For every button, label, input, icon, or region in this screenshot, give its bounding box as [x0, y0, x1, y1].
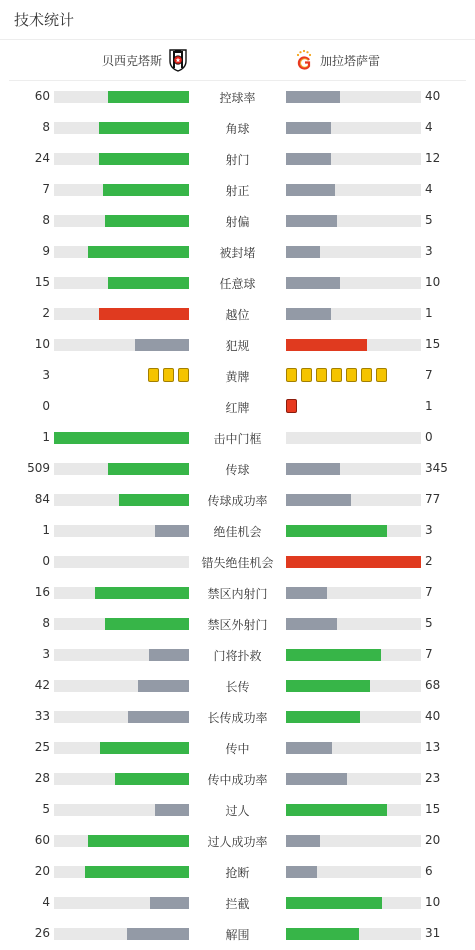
home-bar-fill	[99, 308, 189, 320]
home-bar-fill	[155, 804, 189, 816]
stat-label: 越位	[225, 308, 250, 322]
away-value: 40	[425, 89, 441, 103]
away-value: 0	[425, 430, 433, 444]
home-bar-track	[54, 122, 189, 134]
home-value: 28	[34, 771, 50, 785]
yellow-card-icon	[301, 368, 312, 382]
stat-row[interactable]	[0, 546, 475, 577]
away-value: 3	[425, 523, 433, 537]
stat-label: 传球	[225, 463, 250, 477]
home-value: 8	[42, 120, 50, 134]
home-bar-fill	[138, 680, 189, 692]
yellow-card-icon	[316, 368, 327, 382]
home-bar-track	[54, 556, 189, 568]
stat-row[interactable]	[0, 422, 475, 453]
away-bar-track	[286, 215, 421, 227]
stat-label: 任意球	[219, 277, 256, 291]
away-bar-track	[286, 804, 421, 816]
stat-label: 传中成功率	[207, 773, 268, 787]
stat-label: 传中	[225, 742, 250, 756]
home-bar-fill	[149, 649, 190, 661]
home-bar-track	[54, 587, 189, 599]
stat-label: 犯规	[225, 339, 250, 353]
stat-label: 绝佳机会	[213, 525, 262, 539]
home-bar-fill	[88, 246, 189, 258]
away-value: 7	[425, 368, 433, 382]
away-bar-track	[286, 835, 421, 847]
stat-label: 门将扑救	[213, 649, 262, 663]
away-bar-fill	[286, 184, 335, 196]
home-value: 2	[42, 306, 50, 320]
away-cards	[286, 368, 387, 382]
yellow-card-icon	[286, 368, 297, 382]
home-cards	[148, 368, 189, 382]
teams-header	[9, 40, 466, 81]
yellow-card-icon	[178, 368, 189, 382]
stat-row[interactable]	[0, 732, 475, 763]
home-bar-fill	[150, 897, 189, 909]
stat-label: 角球	[225, 122, 250, 136]
stat-label: 被封堵	[219, 246, 256, 260]
home-bar-track	[54, 928, 189, 940]
home-bar-fill	[88, 835, 189, 847]
stat-label: 黄牌	[225, 370, 250, 384]
home-value: 84	[34, 492, 50, 506]
home-team-name: 贝西克塔斯	[102, 53, 163, 68]
home-bar-track	[54, 432, 189, 444]
stat-row[interactable]	[0, 298, 475, 329]
away-bar-fill	[286, 680, 370, 692]
away-value: 7	[425, 647, 433, 661]
away-value: 6	[425, 864, 433, 878]
away-bar-fill	[286, 835, 320, 847]
home-bar-track	[54, 804, 189, 816]
home-bar-track	[54, 308, 189, 320]
stat-row[interactable]	[0, 825, 475, 856]
away-bar-fill	[286, 928, 359, 940]
page-title: 技术统计	[14, 11, 75, 29]
away-bar-track	[286, 866, 421, 878]
stats-list	[0, 81, 475, 949]
away-bar-fill	[286, 308, 331, 320]
home-value: 15	[34, 275, 50, 289]
home-value: 1	[42, 430, 50, 444]
home-bar-track	[54, 773, 189, 785]
stat-label: 控球率	[219, 91, 256, 105]
away-bar-fill	[286, 277, 340, 289]
away-bar-track	[286, 928, 421, 940]
yellow-card-icon	[163, 368, 174, 382]
stat-label: 传球成功率	[207, 494, 268, 508]
away-bar-fill	[286, 122, 331, 134]
away-bar-fill	[286, 246, 320, 258]
home-bar-fill	[99, 153, 189, 165]
yellow-card-icon	[148, 368, 159, 382]
yellow-card-icon	[346, 368, 357, 382]
stat-label: 击中门框	[213, 432, 262, 446]
stat-row[interactable]	[0, 484, 475, 515]
galatasaray-crest-icon	[294, 48, 314, 72]
stat-row[interactable]	[0, 670, 475, 701]
stat-label: 解围	[225, 928, 250, 942]
stat-row[interactable]	[0, 236, 475, 267]
home-value: 509	[27, 461, 50, 475]
home-bar-track	[54, 525, 189, 537]
stat-row[interactable]	[0, 701, 475, 732]
stat-label: 拦截	[225, 897, 250, 911]
stat-row[interactable]	[0, 453, 475, 484]
away-value: 68	[425, 678, 441, 692]
home-bar-track	[54, 215, 189, 227]
home-bar-fill	[108, 91, 189, 103]
title-bar	[0, 0, 475, 40]
away-team[interactable]	[294, 48, 380, 72]
home-bar-fill	[135, 339, 189, 351]
stat-row[interactable]	[0, 918, 475, 949]
away-value: 5	[425, 213, 433, 227]
stat-label: 错失绝佳机会	[201, 556, 274, 570]
away-value: 2	[425, 554, 433, 568]
home-bar-track	[54, 897, 189, 909]
away-bar-fill	[286, 742, 332, 754]
away-value: 1	[425, 399, 433, 413]
stat-row[interactable]	[0, 608, 475, 639]
away-bar-fill	[286, 494, 351, 506]
stat-label: 射偏	[225, 215, 250, 229]
away-value: 20	[425, 833, 441, 847]
stat-row[interactable]	[0, 174, 475, 205]
away-bar-track	[286, 246, 421, 258]
yellow-card-icon	[376, 368, 387, 382]
away-bar-fill	[286, 556, 421, 568]
away-bar-fill	[286, 339, 367, 351]
stat-label: 射正	[225, 184, 250, 198]
stat-row[interactable]	[0, 143, 475, 174]
home-value: 7	[42, 182, 50, 196]
home-bar-fill	[119, 494, 189, 506]
away-value: 3	[425, 244, 433, 258]
home-value: 24	[34, 151, 50, 165]
away-value: 5	[425, 616, 433, 630]
stat-label: 禁区内射门	[207, 587, 268, 601]
stat-row[interactable]	[0, 887, 475, 918]
away-bar-track	[286, 432, 421, 444]
away-value: 31	[425, 926, 441, 940]
stat-row[interactable]	[0, 360, 475, 391]
home-value: 16	[34, 585, 50, 599]
home-value: 20	[34, 864, 50, 878]
home-bar-track	[54, 866, 189, 878]
away-value: 7	[425, 585, 433, 599]
home-bar-fill	[108, 277, 189, 289]
red-card-icon	[286, 399, 297, 413]
home-bar-fill	[128, 711, 189, 723]
home-bar-fill	[85, 866, 189, 878]
stat-row[interactable]	[0, 81, 475, 112]
home-value: 60	[34, 833, 50, 847]
home-value: 3	[42, 368, 50, 382]
home-value: 42	[34, 678, 50, 692]
home-value: 5	[42, 802, 50, 816]
home-value: 25	[34, 740, 50, 754]
home-bar-track	[54, 184, 189, 196]
away-cards	[286, 399, 297, 413]
away-bar-fill	[286, 773, 347, 785]
home-bar-fill	[54, 432, 189, 444]
away-bar-track	[286, 773, 421, 785]
home-value: 0	[42, 399, 50, 413]
away-bar-track	[286, 556, 421, 568]
stat-label: 长传成功率	[207, 711, 268, 725]
away-bar-fill	[286, 587, 327, 599]
away-value: 40	[425, 709, 441, 723]
stat-row[interactable]	[0, 391, 475, 422]
stat-row[interactable]	[0, 856, 475, 887]
home-value: 3	[42, 647, 50, 661]
home-bar-track	[54, 649, 189, 661]
away-bar-track	[286, 711, 421, 723]
home-bar-fill	[155, 525, 189, 537]
away-bar-track	[286, 153, 421, 165]
home-value: 0	[42, 554, 50, 568]
home-value: 1	[42, 523, 50, 537]
away-value: 1	[425, 306, 433, 320]
away-bar-track	[286, 308, 421, 320]
home-bar-fill	[100, 742, 189, 754]
stat-label: 红牌	[225, 401, 250, 415]
away-bar-track	[286, 742, 421, 754]
stat-row[interactable]	[0, 577, 475, 608]
home-bar-fill	[127, 928, 189, 940]
away-bar-fill	[286, 463, 340, 475]
away-value: 4	[425, 182, 433, 196]
away-bar-track	[286, 587, 421, 599]
home-bar-fill	[108, 463, 189, 475]
stat-row[interactable]	[0, 639, 475, 670]
away-bar-track	[286, 339, 421, 351]
away-value: 10	[425, 895, 441, 909]
home-value: 33	[34, 709, 50, 723]
home-value: 26	[34, 926, 50, 940]
away-bar-fill	[286, 711, 360, 723]
home-bar-track	[54, 153, 189, 165]
away-bar-track	[286, 494, 421, 506]
home-team[interactable]	[102, 48, 188, 72]
stat-label: 过人成功率	[207, 835, 268, 849]
home-bar-fill	[105, 215, 189, 227]
away-value: 23	[425, 771, 441, 785]
away-value: 4	[425, 120, 433, 134]
yellow-card-icon	[361, 368, 372, 382]
stat-label: 射门	[225, 153, 250, 167]
away-value: 15	[425, 802, 441, 816]
away-bar-fill	[286, 866, 317, 878]
besiktas-crest-icon	[168, 48, 188, 72]
away-bar-track	[286, 91, 421, 103]
stat-row[interactable]	[0, 515, 475, 546]
home-bar-fill	[99, 122, 189, 134]
home-bar-track	[54, 339, 189, 351]
away-value: 13	[425, 740, 441, 754]
away-bar-track	[286, 277, 421, 289]
home-bar-track	[54, 742, 189, 754]
home-value: 60	[34, 89, 50, 103]
home-bar-track	[54, 494, 189, 506]
home-bar-fill	[105, 618, 189, 630]
home-bar-track	[54, 91, 189, 103]
away-value: 77	[425, 492, 441, 506]
home-value: 4	[42, 895, 50, 909]
home-bar-fill	[115, 773, 189, 785]
away-bar-track	[286, 680, 421, 692]
home-bar-track	[54, 277, 189, 289]
away-bar-fill	[286, 525, 387, 537]
home-value: 10	[34, 337, 50, 351]
home-bar-fill	[95, 587, 190, 599]
home-bar-track	[54, 835, 189, 847]
home-value: 8	[42, 616, 50, 630]
stat-row[interactable]	[0, 763, 475, 794]
away-bar-fill	[286, 804, 387, 816]
home-value: 8	[42, 213, 50, 227]
stat-row[interactable]	[0, 205, 475, 236]
away-bar-track	[286, 184, 421, 196]
away-bar-fill	[286, 618, 337, 630]
away-bar-track	[286, 525, 421, 537]
home-bar-track	[54, 246, 189, 258]
home-bar-track	[54, 618, 189, 630]
stat-label: 抢断	[225, 866, 250, 880]
away-team-name: 加拉塔萨雷	[320, 53, 381, 68]
away-bar-track	[286, 897, 421, 909]
away-bar-track	[286, 122, 421, 134]
away-bar-track	[286, 463, 421, 475]
away-bar-fill	[286, 215, 337, 227]
home-bar-fill	[103, 184, 189, 196]
stat-row[interactable]	[0, 267, 475, 298]
away-bar-fill	[286, 153, 331, 165]
yellow-card-icon	[331, 368, 342, 382]
away-bar-fill	[286, 649, 381, 661]
home-bar-track	[54, 463, 189, 475]
stat-label: 长传	[225, 680, 250, 694]
stat-row[interactable]	[0, 794, 475, 825]
away-value: 10	[425, 275, 441, 289]
stat-row[interactable]	[0, 112, 475, 143]
away-value: 345	[425, 461, 448, 475]
home-value: 9	[42, 244, 50, 258]
stat-label: 禁区外射门	[207, 618, 268, 632]
away-value: 15	[425, 337, 441, 351]
stat-row[interactable]	[0, 329, 475, 360]
away-bar-track	[286, 618, 421, 630]
away-value: 12	[425, 151, 441, 165]
away-bar-track	[286, 649, 421, 661]
away-bar-fill	[286, 91, 340, 103]
home-bar-track	[54, 711, 189, 723]
stat-label: 过人	[225, 804, 250, 818]
away-bar-fill	[286, 897, 382, 909]
home-bar-track	[54, 680, 189, 692]
